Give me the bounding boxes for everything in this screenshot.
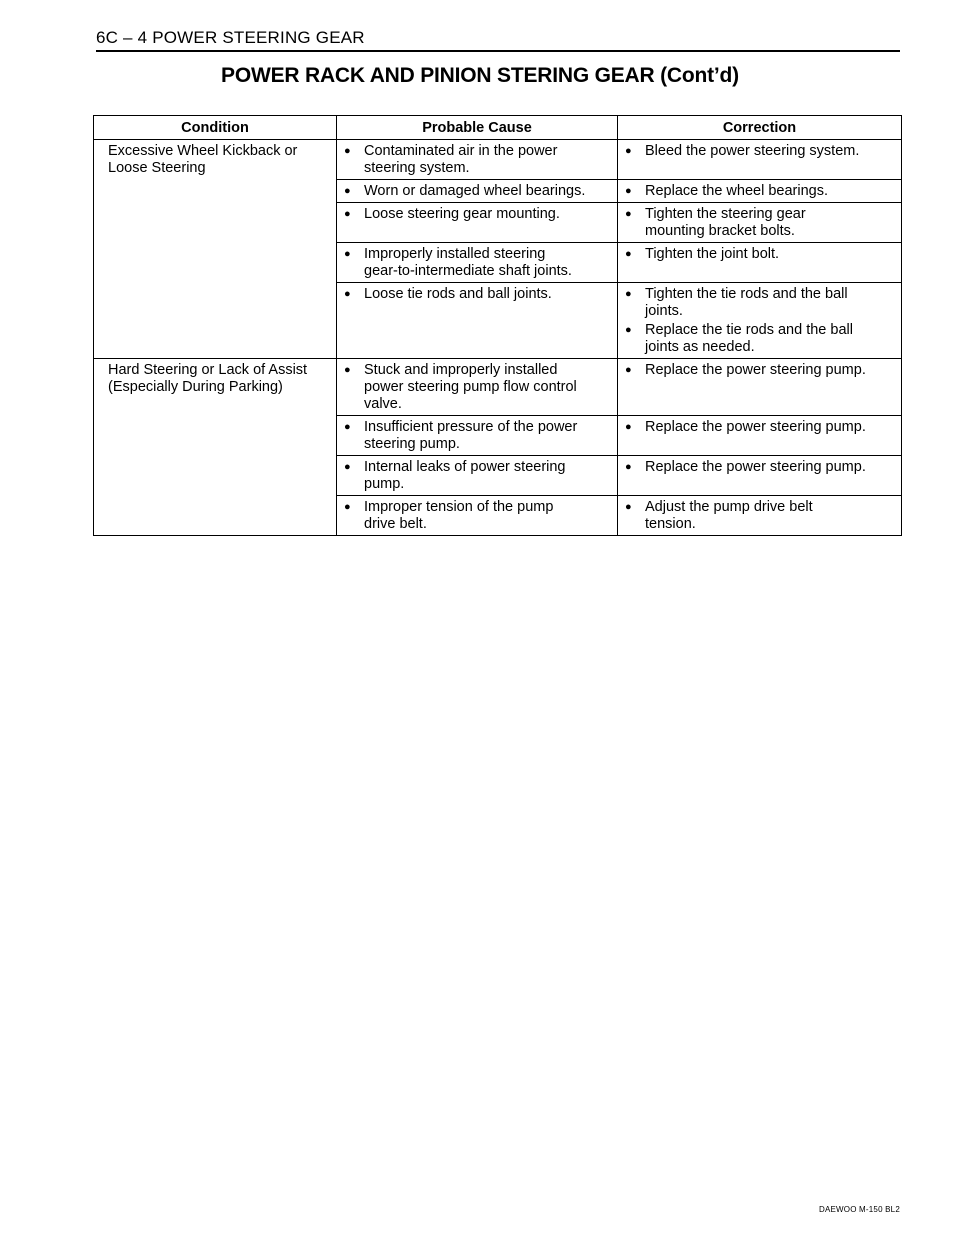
header-correction: Correction	[618, 116, 902, 140]
probable-cause-item	[343, 499, 611, 533]
probable-cause-item	[343, 206, 611, 223]
probable-cause-cell	[337, 283, 618, 359]
bullet-icon: ●	[625, 364, 632, 376]
probable-cause-text: Loose tie rods and ball joints.	[364, 286, 552, 302]
table-row	[94, 140, 902, 180]
correction-cell	[618, 416, 902, 456]
bullet-icon: ●	[625, 501, 632, 513]
correction-text: Tighten the tie rods and the ball joints.	[645, 286, 848, 319]
bullet-icon: ●	[344, 248, 351, 260]
correction-item	[624, 459, 895, 476]
bullet-icon: ●	[625, 421, 632, 433]
correction-item	[624, 286, 895, 320]
correction-item	[624, 419, 895, 436]
correction-text: Replace the wheel bearings.	[645, 183, 828, 199]
bullet-icon: ●	[344, 145, 351, 157]
table-row	[94, 359, 902, 416]
probable-cause-item	[343, 183, 611, 200]
probable-cause-cell	[337, 456, 618, 496]
correction-cell	[618, 180, 902, 203]
header-row	[94, 116, 902, 140]
condition-text: Excessive Wheel Kickback or Loose Steering	[108, 143, 298, 176]
bullet-icon: ●	[625, 145, 632, 157]
correction-item	[624, 183, 895, 200]
bullet-icon: ●	[344, 461, 351, 473]
correction-text: Tighten the steering gear mounting bracket bolts.	[645, 206, 806, 239]
correction-cell	[618, 496, 902, 536]
correction-cell	[618, 283, 902, 359]
condition-cell	[94, 359, 337, 536]
table-body	[94, 140, 902, 536]
bullet-icon: ●	[344, 288, 351, 300]
bullet-icon: ●	[344, 185, 351, 197]
probable-cause-cell	[337, 180, 618, 203]
correction-cell	[618, 243, 902, 283]
probable-cause-text: Internal leaks of power steering pump.	[364, 459, 566, 492]
correction-text: Adjust the pump drive belt tension.	[645, 499, 813, 532]
header-probable-cause: Probable Cause	[337, 116, 618, 140]
probable-cause-cell	[337, 243, 618, 283]
correction-item	[624, 499, 895, 533]
probable-cause-text: Worn or damaged wheel bearings.	[364, 183, 586, 199]
correction-cell	[618, 203, 902, 243]
probable-cause-text: Stuck and improperly installed power steering pump flow control valve.	[364, 362, 577, 412]
probable-cause-text: Insufficient pressure of the power steering pump.	[364, 419, 578, 452]
bullet-icon: ●	[625, 248, 632, 260]
probable-cause-item	[343, 459, 611, 493]
correction-text: Bleed the power steering system.	[645, 143, 860, 159]
probable-cause-cell	[337, 140, 618, 180]
correction-cell	[618, 456, 902, 496]
probable-cause-item	[343, 419, 611, 453]
correction-item	[624, 322, 895, 356]
correction-text: Replace the power steering pump.	[645, 459, 866, 475]
probable-cause-cell	[337, 203, 618, 243]
probable-cause-item	[343, 246, 611, 280]
probable-cause-cell	[337, 496, 618, 536]
header-condition: Condition	[94, 116, 337, 140]
bullet-icon: ●	[625, 324, 632, 336]
correction-item	[624, 246, 895, 263]
correction-text: Tighten the joint bolt.	[645, 246, 780, 262]
condition-text: Hard Steering or Lack of Assist (Especially During Parking)	[108, 362, 308, 395]
probable-cause-text: Improperly installed steering gear-to-intermediate shaft joints.	[364, 246, 572, 279]
probable-cause-text: Loose steering gear mounting.	[364, 206, 560, 222]
correction-text: Replace the power steering pump.	[645, 362, 866, 378]
probable-cause-item	[343, 286, 611, 303]
probable-cause-cell	[337, 359, 618, 416]
bullet-icon: ●	[344, 421, 351, 433]
probable-cause-item	[343, 143, 611, 177]
bullet-icon: ●	[625, 461, 632, 473]
bullet-icon: ●	[344, 501, 351, 513]
probable-cause-text: Contaminated air in the power steering system.	[364, 143, 558, 176]
document-code: DAEWOO M-150 BL2	[818, 1205, 900, 1214]
bullet-icon: ●	[625, 185, 632, 197]
correction-text: Replace the tie rods and the ball joints as needed.	[645, 322, 853, 355]
bullet-icon: ●	[625, 288, 632, 300]
correction-item	[624, 362, 895, 379]
bullet-icon: ●	[344, 364, 351, 376]
correction-item	[624, 206, 895, 240]
probable-cause-text: Improper tension of the pump drive belt.	[364, 499, 554, 532]
condition-cell	[94, 140, 337, 359]
page-title: POWER RACK AND PINION STERING GEAR (Cont’d)	[221, 64, 739, 87]
correction-text: Replace the power steering pump.	[645, 419, 866, 435]
table-header	[94, 116, 902, 140]
probable-cause-cell	[337, 416, 618, 456]
bullet-icon: ●	[625, 208, 632, 220]
correction-item	[624, 143, 895, 160]
correction-cell	[618, 359, 902, 416]
running-head: 6C – 4 POWER STEERING GEAR	[96, 28, 900, 52]
bullet-icon: ●	[344, 208, 351, 220]
diagnosis-table	[93, 115, 902, 536]
probable-cause-item	[343, 362, 611, 413]
correction-cell	[618, 140, 902, 180]
